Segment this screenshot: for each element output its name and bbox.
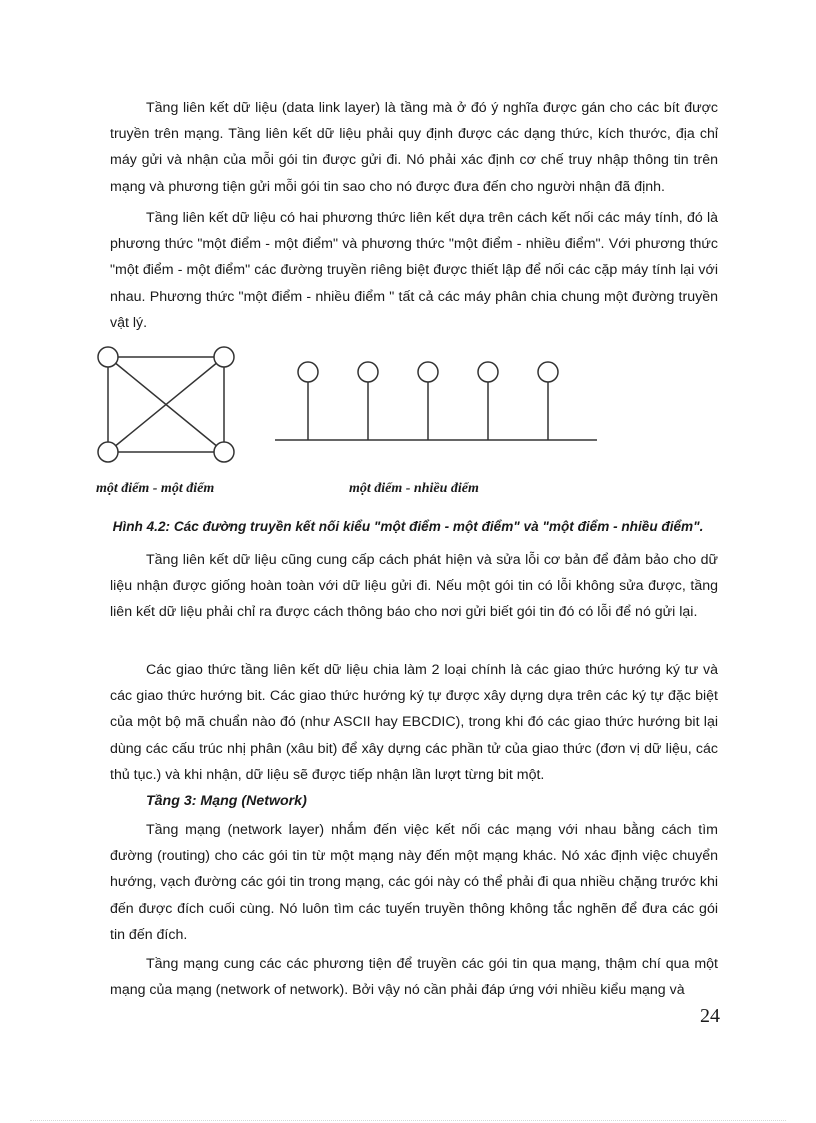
figure-caption: Hình 4.2: Các đường truyền kết nối kiểu "một điểm - một điểm" và "một điểm - nhiều điểm". (112, 519, 704, 534)
page-number: 24 (700, 1005, 720, 1027)
section-heading-network: Tầng 3: Mạng (Network) (146, 793, 307, 809)
multipoint-diagram (275, 362, 597, 440)
connection-diagram (0, 0, 816, 520)
paragraph-protocols: Các giao thức tầng liên kết dữ liệu chia làm 2 loại chính là các giao thức hướng ký tư và các giao thức hướng bit. Các giao thức hướng ký tự được xây dựng dựa trên các ký tự đặc biệt của một bộ mã chuẩn nào đó (như ASCII hay EBCDIC), trong khi đó các giao thức hướng bit lại dùng các cấu trúc nhị phân (xâu bit) để xây dựng các phần tử của giao thức (đơn vị dữ liệu, các thủ tục.) và khi nhận, dữ liệu sẽ được tiếp nhận lần lượt từng bit một. (110, 662, 718, 783)
node-bottom-right (214, 442, 234, 462)
bus-node-3 (418, 362, 438, 382)
label-point-to-point: một điểm - một điểm (96, 481, 215, 496)
bus-node-2 (358, 362, 378, 382)
bus-node-1 (298, 362, 318, 382)
node-top-right (214, 347, 234, 367)
paragraph-network-layer: Tầng mạng (network layer) nhắm đến việc kết nối các mạng với nhau bằng cách tìm đường (routing) cho các gói tin từ một mạng này đến một mạng khác. Nó xác định việc chuyển hướng, vạch đường các gói tin trong mạng, các gói này có thể phải đi qua nhiều chặng trước khi đến được đích cuối cùng. Nó luôn tìm các tuyến truyền thông không tắc nghẽn để đưa các gói tin đến đích. (110, 822, 718, 943)
paragraph-error-detection: Tầng liên kết dữ liệu cũng cung cấp cách phát hiện và sửa lỗi cơ bản để đảm bảo cho dữ liệu nhận được giống hoàn toàn với dữ liệu gửi đi. Nếu một gói tin có lỗi không sửa được, tầng liên kết dữ liệu phải chỉ ra được cách thông báo cho nơi gửi biết gói tin đó có lỗi để nó gửi lại. (110, 552, 718, 621)
bus-node-5 (538, 362, 558, 382)
label-multipoint: một điểm - nhiều điểm (349, 481, 479, 496)
point-to-point-diagram (98, 347, 234, 462)
node-bottom-left (98, 442, 118, 462)
paragraph-link-methods: Tầng liên kết dữ liệu có hai phương thức liên kết dựa trên cách kết nối các máy tính, đó là phương thức "một điểm - một điểm" và phương thức "một điểm - nhiều điểm". Với phương thức "một điểm - một điểm" các đường truyền riêng biệt được thiết lập để nối các cặp máy tính lại với nhau. Phương thức "một điểm - nhiều điểm " tất cả các máy phân chia chung một đường truyền vật lý. (110, 210, 718, 331)
paragraph-data-link-intro: Tầng liên kết dữ liệu (data link layer) là tầng mà ở đó ý nghĩa được gán cho các bít được truyền trên mạng. Tầng liên kết dữ liệu phải quy định được các dạng thức, kích thước, địa chỉ máy gửi và nhận của mỗi gói tin được gửi đi. Nó phải xác định cơ chế truy nhập thông tin trên mạng và phương tiện gửi mỗi gói tin sao cho nó được đưa đến cho người nhận đã định. (110, 100, 718, 195)
bus-node-4 (478, 362, 498, 382)
page-bottom-rule (30, 1120, 786, 1121)
node-top-left (98, 347, 118, 367)
paragraph-network-services: Tầng mạng cung các các phương tiện để truyền các gói tin qua mạng, thậm chí qua một mạng của mạng (network of network). Bởi vậy nó cần phải đáp ứng với nhiều kiểu mạng và (110, 956, 718, 999)
